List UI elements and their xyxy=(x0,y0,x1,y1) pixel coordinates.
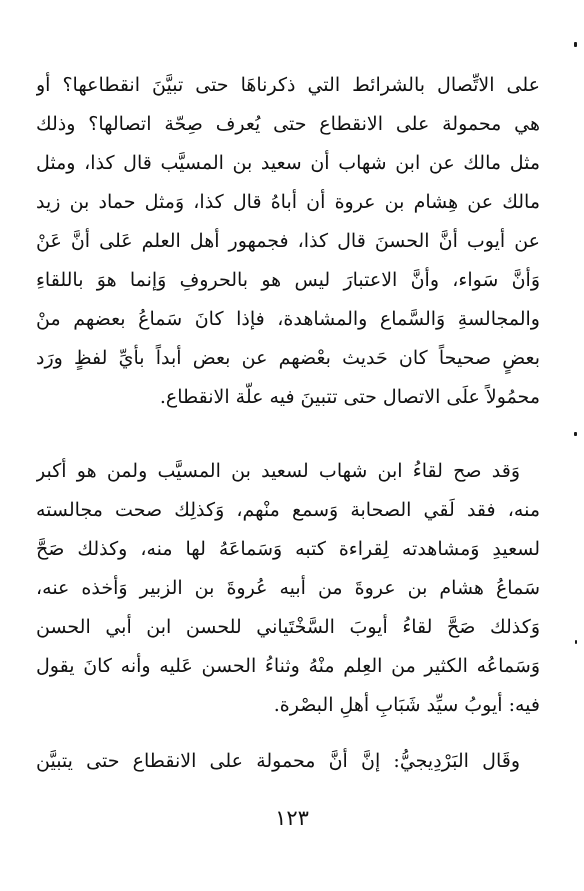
text-line: محمُولاً علَى الاتصال حتى تتبينَ فيه علّة الانقطاع. xyxy=(159,386,540,408)
text-line: بعضٍ صحيحاً كان حَديث بعْضهم عن بعض أبداً بأيِّ لفظٍ ورَد xyxy=(36,347,540,369)
paragraph-2 xyxy=(36,452,540,725)
text-line: منه، فقد لَقي الصحابة وَسمع منْهم، وَكذلِك صحت مجالسته xyxy=(36,499,540,521)
text-line: مثل مالك عن ابن شهاب أن سعيد بن المسيَّب قال كذا، ومثل xyxy=(36,152,540,174)
text-line: عن أيوب أنَّ الحسنَ قال كذا، فجمهور أهل العلم عَلى أنَّ عَنْ xyxy=(36,230,540,252)
scan-speck-lower-right xyxy=(575,640,577,644)
text-line: هي محمولة على الانقطاع حتى يُعرف صِحّة اتصالها؟ وذلك xyxy=(36,113,540,135)
text-line: وَقد صح لقاءُ ابن شهاب لسعيد بن المسيَّب ولمن هو أكبر xyxy=(36,460,520,482)
scan-speck-middle-right xyxy=(574,432,577,436)
text-line: وَأنَّ سَواء، وأنَّ الاعتبارَ ليس هو بالحروفِ وَإنما هوَ باللقاءِ xyxy=(36,269,540,291)
text-line: والمجالسةِ وَالسَّماع والمشاهدة، فإذا كانَ سَماعُ بعضهم منْ xyxy=(36,308,540,330)
text-line: على الاتِّصال بالشرائط التي ذكرناهَا حتى تبيَّنَ انقطاعها؟ أو xyxy=(36,74,540,96)
text-line: وقَال البَرْدِيجيُّ: إنَّ أنَّ محمولة على الانقطاع حتى يتبيَّن xyxy=(36,750,520,772)
page-number: ١٢٣ xyxy=(275,806,309,830)
text-line: وَكذلك صَحَّ لقاءُ أيوبَ السَّخْتَياني للحسن ابن أبي الحسن xyxy=(36,616,540,638)
text-line: لسعيدِ وَمشاهدته لِقراءة كتبه وَسَماعَهُ لها منه، وكذلك صَحَّ xyxy=(36,538,540,560)
text-line: وَسَماعُه الكثير من العِلم منْهُ وثناءُ الحسن عَليه وأنه كانَ يقول xyxy=(36,655,540,677)
text-line: مالك عن هِشام بن عروة أن أباهُ قال كذا، وَمثل حماد بن زيد xyxy=(36,191,540,213)
scan-speck-top-right xyxy=(574,42,577,47)
text-line: سَماعُ هشام بن عروةَ من أبيه عُروةَ بن الزبير وَأخذه عنه، xyxy=(36,577,540,599)
paragraph-3 xyxy=(36,742,540,781)
paragraph-1 xyxy=(36,66,540,417)
text-line: فيه: أيوبُ سيِّد شَبَابِ أهلِ البصْرة. xyxy=(273,694,540,716)
